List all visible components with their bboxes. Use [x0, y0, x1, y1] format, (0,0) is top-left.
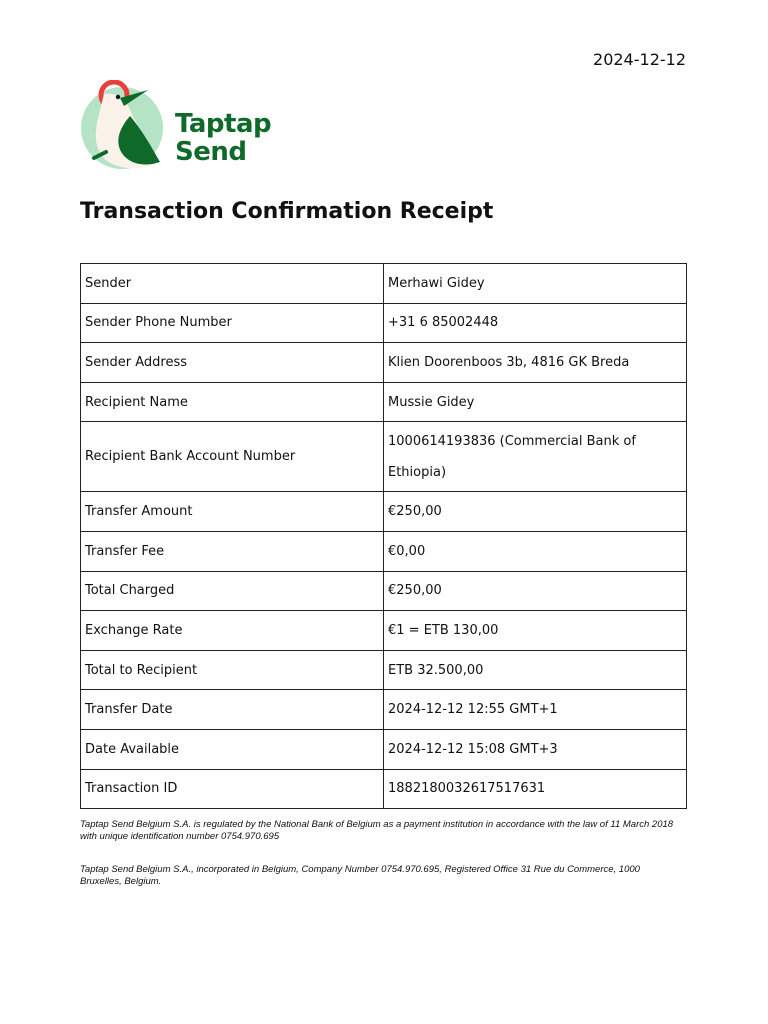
row-value: Klien Doorenboos 3b, 4816 GK Breda: [384, 343, 687, 383]
row-label: Recipient Name: [81, 382, 384, 422]
row-label: Date Available: [81, 729, 384, 769]
row-value: 1882180032617517631: [384, 769, 687, 809]
table-row: [81, 571, 687, 611]
table-row: [81, 690, 687, 730]
table-row: [81, 343, 687, 383]
table-row: [81, 303, 687, 343]
table-row: [81, 650, 687, 690]
company-registration-note: Taptap Send Belgium S.A., incorporated in Belgium, Company Number 0754.970.695, Registered Office 31 Rue du Commerce, 1000 Bruxelles, Belgium.: [80, 864, 640, 887]
brand-name-line2: Send: [175, 137, 247, 167]
row-label: Sender: [81, 264, 384, 304]
row-label: Sender Address: [81, 343, 384, 383]
row-label: Total Charged: [81, 571, 384, 611]
row-value: +31 6 85002448: [384, 303, 687, 343]
table-row: [81, 611, 687, 651]
table-row: [81, 264, 687, 304]
row-value: 2024-12-12 12:55 GMT+1: [384, 690, 687, 730]
row-value: €250,00: [384, 492, 687, 532]
row-label: Transfer Amount: [81, 492, 384, 532]
table-row: [81, 382, 687, 422]
bird-logo-icon: [80, 80, 170, 172]
row-value: €0,00: [384, 531, 687, 571]
brand-name-line1: Taptap: [175, 109, 272, 139]
row-value: 2024-12-12 15:08 GMT+3: [384, 729, 687, 769]
row-label: Exchange Rate: [81, 611, 384, 651]
row-value: €1 = ETB 130,00: [384, 611, 687, 651]
row-value: Merhawi Gidey: [384, 264, 687, 304]
row-label: Transfer Date: [81, 690, 384, 730]
page-title: Transaction Confirmation Receipt: [80, 199, 494, 224]
table-row: [81, 422, 687, 492]
table-row: [81, 492, 687, 532]
row-value: 1000614193836 (Commercial Bank of Ethiopia): [384, 422, 687, 492]
table-row: [81, 531, 687, 571]
regulatory-note: Taptap Send Belgium S.A. is regulated by the National Bank of Belgium as a payment institution in accordance with the law of 11 March 2018 with unique identification number 0754.970.695: [80, 819, 674, 842]
row-label: Transfer Fee: [81, 531, 384, 571]
row-value: ETB 32.500,00: [384, 650, 687, 690]
table-row: [81, 729, 687, 769]
row-value: €250,00: [384, 571, 687, 611]
row-label: Recipient Bank Account Number: [81, 422, 384, 492]
row-label: Transaction ID: [81, 769, 384, 809]
table-row: [81, 769, 687, 809]
taptap-send-logo: [80, 80, 280, 172]
row-label: Total to Recipient: [81, 650, 384, 690]
row-value: Mussie Gidey: [384, 382, 687, 422]
transaction-details-table: [80, 263, 687, 809]
receipt-date: 2024-12-12: [593, 50, 686, 69]
row-label: Sender Phone Number: [81, 303, 384, 343]
brand-name: [175, 110, 271, 166]
